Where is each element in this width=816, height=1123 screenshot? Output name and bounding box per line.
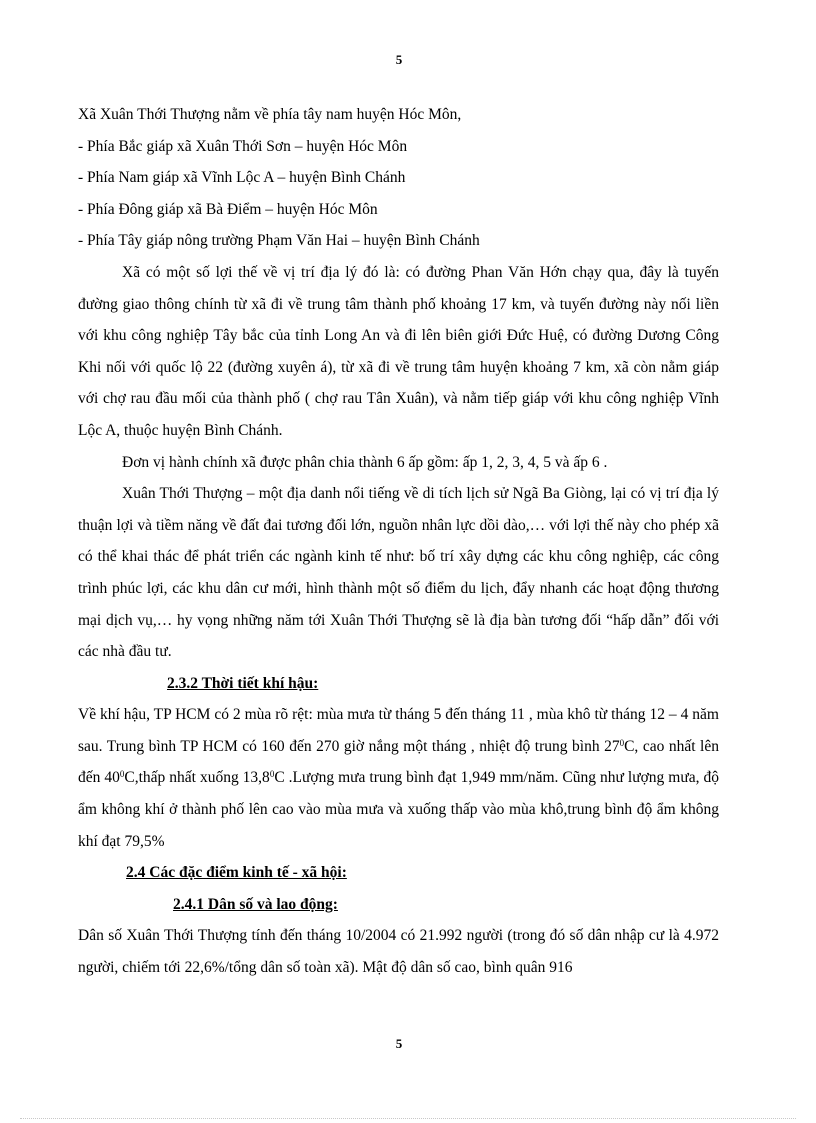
border-east: - Phía Đông giáp xã Bà Điểm – huyện Hóc Môn — [78, 200, 378, 218]
heading-economy: 2.4 Các đặc điểm kinh tế - xã hội: — [126, 864, 347, 882]
border-north: - Phía Bắc giáp xã Xuân Thới Sơn – huyện Hóc Môn — [78, 137, 408, 155]
potential-paragraph: Xuân Thới Thượng – một địa danh nổi tiếng về di tích lịch sử Ngã Ba Giòng, lại có vị trí địa lý thuận lợi và tiềm năng về đất đai tương đối lớn, nguồn nhân lực dồi dào,… với lợi thế này cho phép xã có thể khai thác để phát triển các ngành kinh tế như: bố trí xây dựng các khu công nghiệp, các công trình phúc lợi, các khu dân cư mới, hình thành một số điểm du lịch, đẩy nhanh các hoạt động thương mại dịch vụ,… hy vọng những năm tới Xuân Thới Thượng sẽ là địa bàn tương đối “hấp dẫn” đối với các nhà đầu tư. — [78, 485, 719, 661]
heading-climate: 2.3.2 Thời tiết khí hậu: — [167, 674, 319, 692]
page-number-top: 5 — [395, 52, 403, 67]
population-paragraph: Dân số Xuân Thới Thượng tính đến tháng 10/2004 có 21.992 người (trong đó số dân nhập cư là 4.972 người, chiếm tới 22,6%/tổng dân số toàn xã). Mật độ dân số cao, bình quân 916 — [78, 927, 719, 977]
document-body — [78, 99, 719, 984]
admin-paragraph: Đơn vị hành chính xã được phân chia thành 6 ấp gồm: ấp 1, 2, 3, 4, 5 và ấp 6 . — [122, 453, 608, 471]
page-number-bottom: 5 — [395, 1036, 403, 1051]
climate-paragraph: Về khí hậu, TP HCM có 2 mùa rõ rệt: mùa mưa từ tháng 5 đến tháng 11 , mùa khô từ tháng 12 – 4 năm sau. Trung bình TP HCM có 160 đến 270 giờ nắng một tháng , nhiệt độ trung bình $27^0C$, cao nhất lên đến $40^0C,thấp$ nhất xuống 13,8$^0$C .Lượng mưa trung bình đạt 1,949 mm/năm. Cũng như lượng mưa, độ ẩm không khí ở thành phố lên cao vào mùa mưa và xuống thấp vào mùa khô,trung bình độ ẩm không khí đạt 79,5% — [78, 706, 719, 850]
border-west: - Phía Tây giáp nông trường Phạm Văn Hai – huyện Bình Chánh — [78, 232, 480, 250]
page-break-line — [20, 1118, 796, 1119]
heading-population: 2.4.1 Dân số và lao động: — [173, 895, 338, 913]
intro-line: Xã Xuân Thới Thượng nằm về phía tây nam huyện Hóc Môn, — [78, 106, 462, 123]
location-paragraph: Xã có một số lợi thế về vị trí địa lý đó là: có đường Phan Văn Hớn chạy qua, đây là tuyến đường giao thông chính từ xã đi về trung tâm thành phố khoảng 17 km, và tuyến đường này nối liền với khu công nghiệp Tây bắc của tỉnh Long An và đi lên biên giới Đức Huệ, có đường Dương Công Khi nối với quốc lộ 22 (đường xuyên á), từ xã đi về trung tâm huyện khoảng 7 km, xã còn nằm giáp với chợ rau đầu mối của thành phố ( chợ rau Tân Xuân), và nằm tiếp giáp với khu công nghiệp Vĩnh Lộc A, thuộc huyện Bình Chánh. — [78, 263, 719, 439]
border-south: - Phía Nam giáp xã Vĩnh Lộc A – huyện Bình Chánh — [78, 169, 406, 187]
